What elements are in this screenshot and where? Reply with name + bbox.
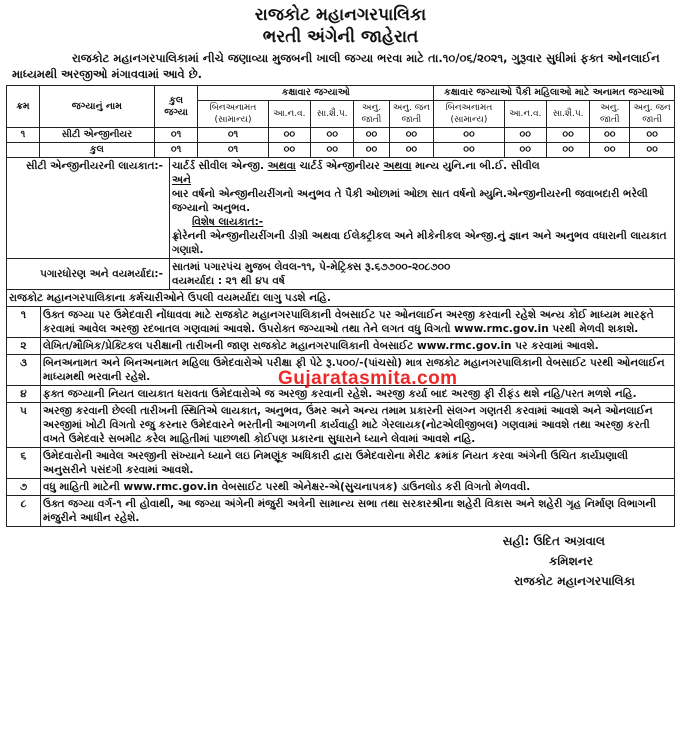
signature-name: સહી: ઉદિત અગ્રવાલ — [502, 534, 605, 548]
cell: ૦૦ — [268, 143, 310, 158]
cell: ૦૦ — [504, 128, 546, 143]
cell: ૦૦ — [434, 128, 504, 143]
header-no: ક્રમ — [7, 86, 40, 128]
header-category: કક્ષાવાર જગ્યાઓ — [198, 86, 434, 101]
org-title: રાજકોટ મહાનગરપાલિકા — [254, 5, 427, 25]
note-number: ૫ — [7, 403, 41, 448]
sub-header: અનુ. જન જાતી — [389, 101, 434, 128]
cell: ૦૦ — [504, 143, 546, 158]
qual-line1a: ચાર્ટર્ડ સીવીલ એન્જી. — [172, 160, 264, 172]
qualification-text — [170, 158, 675, 259]
cell: કુલ — [39, 143, 154, 158]
note-text: બિનઅનામત અને બિનઅનામત મહિલા ઉમેદવારોએ પરીક્ષા ફી પેટે રૂ.૫૦૦/-(પાંચસો) માત્ર રાજકોટ મહાનગરપાલિકાની વેબસાઈટ પરથી ઓનલાઈન માધ્યમથી ભરવાની રહેશે. — [41, 355, 675, 386]
sub-header: અનુ. જાતી — [590, 101, 630, 128]
cell: ૧ — [7, 128, 40, 143]
intro-text: રાજકોટ મહાનગરપાલિકામાં નીચે જણાવ્યા મુજબની ખાલી જગ્યા ભરવા માટે તા.૧૦/૦૬/૨૦૨૧, ગુરૂવાર સુધીમાં ફક્ત ઓનલાઈન માધ્યમથી અરજીઓ મંગાવવામાં આવે છે. — [12, 51, 660, 81]
cell: ૦૦ — [354, 143, 389, 158]
table-total-row — [7, 143, 675, 158]
cell: ૦૧ — [198, 128, 268, 143]
cell: ૦૧ — [198, 143, 268, 158]
note-number: ૭ — [7, 479, 41, 496]
cell: ૦૧ — [154, 143, 197, 158]
list-item — [7, 479, 675, 496]
note-number: ૪ — [7, 386, 41, 403]
note-text: ઉક્ત જગ્યા પર ઉમેદવારી નોંધાવવા માટે રાજકોટ મહાનગરપાલિકાની વેબસાઈટ પર ઓનલાઈન અરજી કરવાની રહેશે અન્ય કોઈ માધ્યમ મારફતે કરવામાં આવેલ અરજી રદબાતલ ગણવામાં આવશે. ઉપરોક્ત જગ્યાઓ તથા તેને લગત વધુ વિગતો www.rmc.gov.in પરથી મેળવી શકાશે. — [41, 307, 675, 338]
cell: ૦૧ — [154, 128, 197, 143]
note-number: ૩ — [7, 355, 41, 386]
cell: સીટી એન્જીનીયર — [39, 128, 154, 143]
age-note: રાજકોટ મહાનગરપાલિકાના કર્મચારીઓને ઉપલી વયમર્યાદા લાગુ પડશે નહિ. — [7, 290, 675, 307]
sub-header: બિનઅનામત (સામાન્ય) — [434, 101, 504, 128]
note-number: ૬ — [7, 448, 41, 479]
signature-org: રાજકોટ મહાનગરપાલિકા — [514, 574, 635, 588]
special-text: ફ્રોરેનની એન્જીનીયરીંગની ડીગ્રી અથવા ઈલેક્ટ્રીકલ અને મીકેનીકલ એન્જી.નું જ્ઞાન અને અનુભવ વધારાની લાયકાત ગણાશે. — [172, 230, 667, 256]
sub-header: અનુ. જન જાતી — [630, 101, 675, 128]
note-text: ઉક્ત જગ્યા વર્ગ-૧ ની હોવાથી, આ જગ્યા અંગેની મંજુરી અત્રેની સામાન્ય સભા તથા સરકારશ્રીના શહેરી વિકાસ અને શહેરી ગૃહ નિર્માણ વિભાગની મંજુરીને આધીન રહેશે. — [41, 496, 675, 527]
sub-header: સા.શૈ.પ. — [546, 101, 589, 128]
note-text: અરજી કરવાની છેલ્લી તારીખની સ્થિતિએ લાયકાત, અનુભવ, ઉંમર અને અન્ય તમામ પ્રકારની સંલગ્ન ગણતરી કરવામાં આવશે અને ઓનલાઈન અરજીમાં ખોટી વિગતો રજુ કરનાર ઉમેદવારને ભરતીની આગળની કાર્યવાહી માટે ગેરલાયક(નોટએલીજીબલ) ગણવામાં આવશે તથા અરજી કરતી વખતે ઉમેદવારે સબમીટ કરેલ માહિતીમાં પાછળથી કોઈપણ પ્રકારના સુધારાને ધ્યાને લેવામાં આવશે નહિ. — [41, 403, 675, 448]
cell — [7, 143, 40, 158]
qual-or: અથવા — [383, 160, 412, 172]
note-text: વધુ માહિતી માટેની www.rmc.gov.in વેબસાઈટ પરથી એનેક્ષર-એ(સુચનાપત્રક) ડાઉનલોડ કરી વિગતો મેળવવી. — [41, 479, 675, 496]
pay-text — [170, 259, 675, 290]
note-number: ૧ — [7, 307, 41, 338]
pay-label: પગારધોરણ અને વયમર્યાદા:- — [7, 259, 170, 290]
qual-and: અને — [172, 174, 191, 186]
signature-block — [6, 531, 675, 591]
cell: ૦૦ — [389, 143, 434, 158]
sub-header: આ.ન.વ. — [504, 101, 546, 128]
cell: ૦૦ — [546, 128, 589, 143]
signature-designation: કમિશનર — [548, 554, 593, 568]
note-number: ૨ — [7, 338, 41, 355]
qual-line1b: ચાર્ટર્ડ એન્જીનીયર — [299, 160, 380, 172]
sub-header: બિનઅનામત (સામાન્ય) — [198, 101, 268, 128]
notice-title: ભરતી અંગેની જાહેરાત — [262, 27, 419, 47]
sub-header: અનુ. જાતી — [354, 101, 389, 128]
pay-line1: સાતમાં પગારપંચ મુજબ લેવલ-૧૧, પે-મેટ્રિક્સ રૂ.૬૭૭૦૦-૨૦૮૭૦૦ — [172, 261, 451, 273]
qual-or: અથવા — [267, 160, 296, 172]
watermark: Gujaratasmita.com — [278, 368, 458, 389]
list-item — [7, 307, 675, 338]
vacancy-table — [6, 85, 675, 158]
qual-line1c: માન્ય યુનિ.ના બી.ઈ. સીવીલ — [415, 160, 540, 172]
list-item — [7, 338, 675, 355]
cell: ૦૦ — [590, 143, 630, 158]
header-women: કક્ષાવાર જગ્યાઓ પૈકી મહિલાઓ માટે અનામત જગ્યાઓ — [434, 86, 675, 101]
list-item — [7, 448, 675, 479]
header-post: જગ્યાનું નામ — [39, 86, 154, 128]
list-item — [7, 496, 675, 527]
cell: ૦૦ — [434, 143, 504, 158]
list-item — [7, 403, 675, 448]
pay-line2: વયમર્યાદા : ૨૧ થી ૪૫ વર્ષ — [172, 275, 285, 287]
qualification-label: સીટી એન્જીનીયરની લાયકાત:- — [7, 158, 170, 259]
note-number: ૮ — [7, 496, 41, 527]
cell: ૦૦ — [630, 128, 675, 143]
header-total: કુલ જગ્યા — [154, 86, 197, 128]
cell: ૦૦ — [630, 143, 675, 158]
note-text: ફક્ત જગ્યાની નિયત લાયકાત ધરાવતા ઉમેદવારોએ જ અરજી કરવાની રહેશે. અરજી કર્યા બાદ અરજી ફી રીફંડ થશે નહિ/પરત મળશે નહિ. — [41, 386, 675, 403]
special-label: વિશેષ લાયકાત:- — [192, 216, 264, 228]
cell: ૦૦ — [389, 128, 434, 143]
cell: ૦૦ — [354, 128, 389, 143]
sub-header: સા.શૈ.પ. — [310, 101, 353, 128]
sub-header: આ.ન.વ. — [268, 101, 310, 128]
cell: ૦૦ — [590, 128, 630, 143]
note-text: લેખિત/મૌખિક/પ્રેક્ટિકલ પરીક્ષાની તારીખની જાણ રાજકોટ મહાનગરપાલિકાની વેબસાઈટ www.rmc.gov.in પર કરવામાં આવશે. — [41, 338, 675, 355]
qual-experience: બાર વર્ષનો એન્જીનીયરીંગનો અનુભવ તે પૈકી ઓછામાં ઓછા સાત વર્ષનો મ્યુનિ.એન્જીનીયરની જવાબદારી ભરેલી જગ્યાનો અનુભવ. — [172, 188, 648, 214]
qualification-table — [6, 157, 675, 307]
cell: ૦૦ — [546, 143, 589, 158]
notes-table — [6, 306, 675, 527]
cell: ૦૦ — [310, 143, 353, 158]
cell: ૦૦ — [310, 128, 353, 143]
cell: ૦૦ — [268, 128, 310, 143]
table-row — [7, 128, 675, 143]
note-text: ઉમેદવારોની આવેલ અરજીની સંખ્યાને ધ્યાને લઇ નિમણૂંક અધિકારી દ્વારા ઉમેદવારોના મેરીટ ક્રમાંક નિયત કરવા અંગેની ઉચિત કાર્યપ્રણાલી અનુસરીને પસંદગી કરવામાં આવશે. — [41, 448, 675, 479]
